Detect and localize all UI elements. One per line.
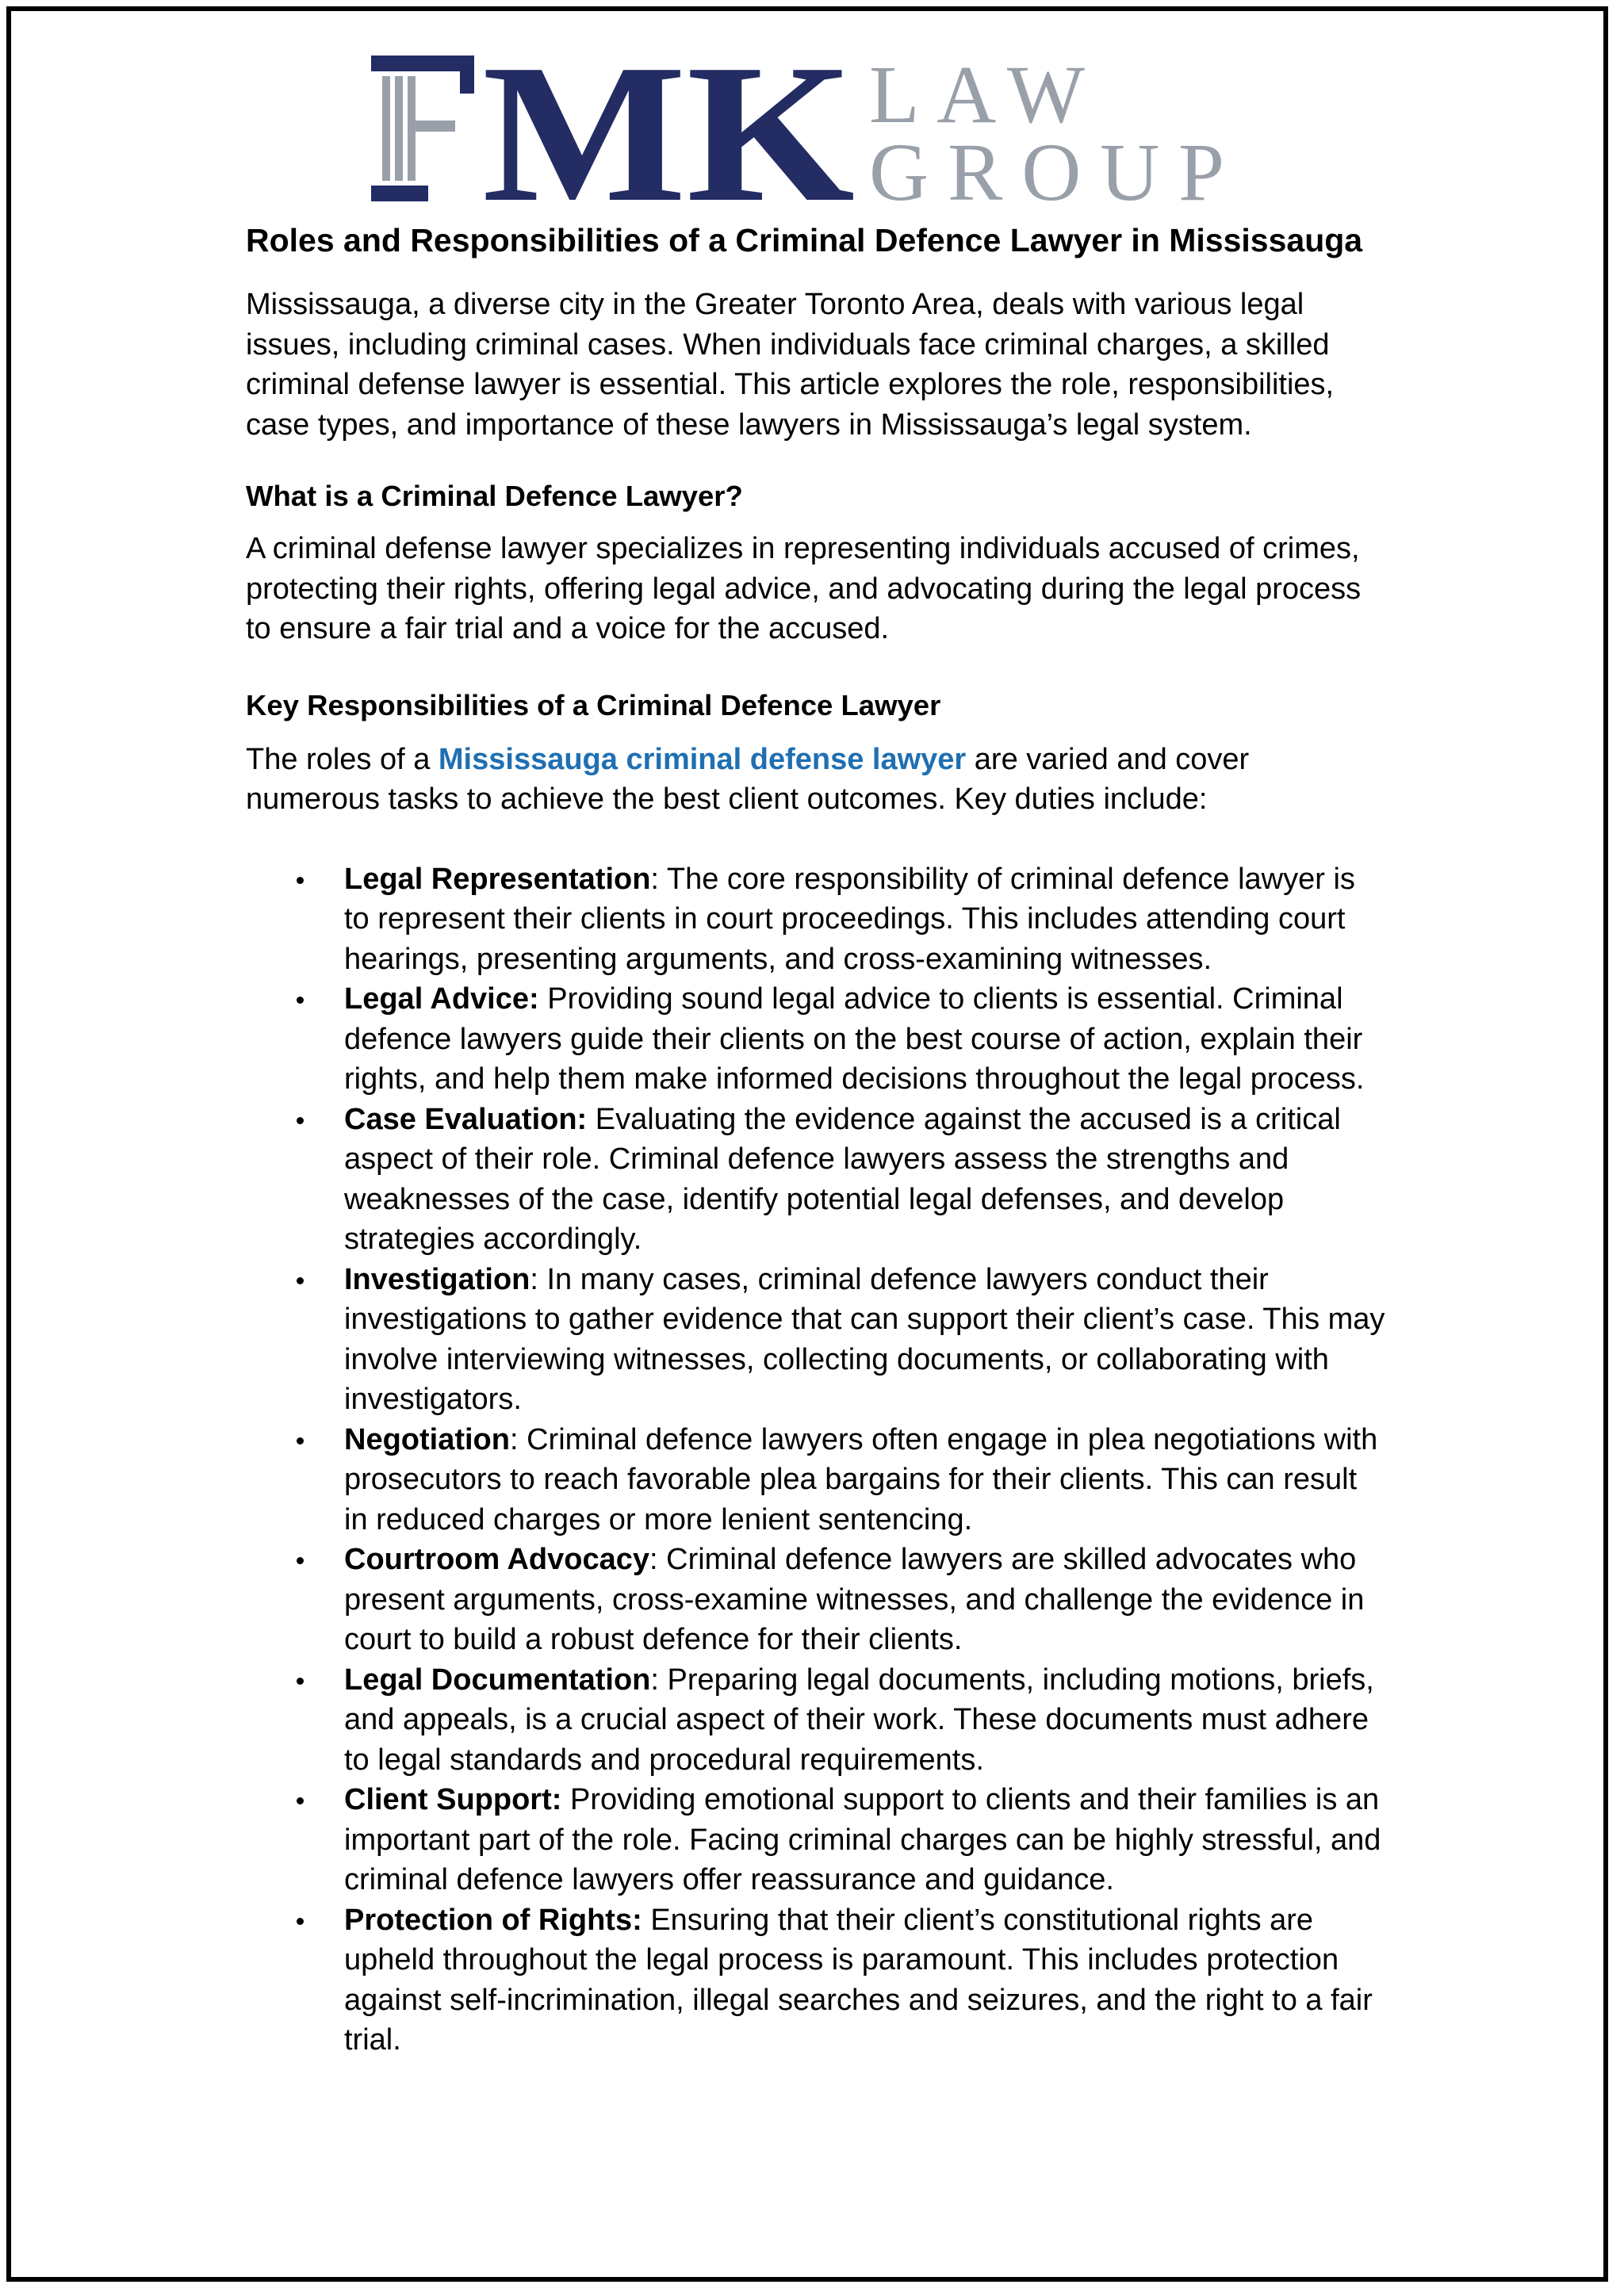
list-item-term: Legal Documentation bbox=[344, 1663, 651, 1697]
list-item bbox=[246, 1780, 1388, 1900]
key-intro-paragraph bbox=[246, 740, 1388, 820]
what-heading: What is a Criminal Defence Lawyer? bbox=[246, 480, 743, 513]
key-intro-before: The roles of a bbox=[246, 742, 439, 776]
list-item-term: Case Evaluation: bbox=[344, 1102, 588, 1136]
bullet-icon bbox=[297, 1918, 304, 1925]
list-item-term: Legal Advice: bbox=[344, 982, 539, 1016]
list-item bbox=[246, 1540, 1388, 1660]
bullet-icon bbox=[297, 1117, 304, 1124]
list-item bbox=[246, 859, 1388, 980]
list-item-text: In many cases, criminal defence lawyers conduct their investigations to gather evidence that can support their client’s case. This may involve interviewing witnesses, collecting documents, or collaborating with investigators. bbox=[344, 1262, 1385, 1417]
list-item-term: Investigation bbox=[344, 1262, 530, 1296]
bullet-icon bbox=[297, 1797, 304, 1804]
list-item-sep bbox=[539, 982, 548, 1016]
bullet-icon bbox=[297, 1678, 304, 1685]
list-item bbox=[246, 1420, 1388, 1540]
list-item-sep: : bbox=[650, 862, 667, 896]
page-title: Roles and Responsibilities of a Criminal Defence Lawyer in Mississauga bbox=[246, 222, 1363, 258]
bullet-icon bbox=[297, 877, 304, 884]
list-item-text: Preparing legal documents, including motions, briefs, and appeals, is a crucial aspect of their work. These documents must adhere to legal standards and procedural requirements. bbox=[344, 1663, 1374, 1777]
responsibilities-list bbox=[246, 859, 1388, 2061]
list-item-sep bbox=[642, 1904, 651, 1937]
list-item bbox=[246, 1260, 1388, 1420]
list-item-sep: : bbox=[530, 1262, 547, 1296]
intro-paragraph: Mississauga, a diverse city in the Greater Toronto Area, deals with various legal issues, including criminal cases. When individuals face criminal charges, a skilled criminal defense lawyer is essential. This article explores the role, responsibilities, case types, and importance of these lawyers in Mississauga’s legal system. bbox=[246, 288, 1335, 442]
list-item bbox=[246, 1100, 1388, 1260]
logo-mk-text: MK bbox=[482, 49, 855, 208]
bullet-icon bbox=[297, 1277, 304, 1284]
list-item-text: The core responsibility of criminal defence lawyer is to represent their clients in court proceedings. This includes attending court hearings, presenting arguments, and cross-examining witnesses. bbox=[344, 862, 1355, 976]
list-item bbox=[246, 1660, 1388, 1781]
list-item bbox=[246, 979, 1388, 1100]
what-paragraph: A criminal defense lawyer specializes in representing individuals accused of crimes, protecting their rights, offering legal advice, and advocating during the legal process to ensure a fair trial and a voice for the accused. bbox=[246, 532, 1362, 646]
fmk-law-group-logo bbox=[371, 49, 1228, 208]
bullet-icon bbox=[297, 1437, 304, 1445]
list-item-sep: : bbox=[649, 1543, 667, 1577]
list-item-text: Criminal defence lawyers are skilled advocates who present arguments, cross-examine witnesses, and challenge the evidence in court to build a robust defence for their clients. bbox=[344, 1543, 1365, 1657]
list-item-sep: : bbox=[650, 1663, 668, 1697]
key-intro-after: are varied and cover numerous tasks to achieve the best client outcomes. Key duties include: bbox=[246, 742, 1250, 817]
list-item-term: Protection of Rights: bbox=[344, 1903, 642, 1937]
logo-law-text: LAW bbox=[869, 49, 1085, 140]
list-item-text: Criminal defence lawyers often engage in plea negotiations with prosecutors to reach favorable plea bargains for their clients. This can result in reduced charges or more lenient sentencing. bbox=[344, 1422, 1378, 1536]
bullet-icon bbox=[297, 997, 304, 1004]
pillar-f-mark bbox=[371, 55, 474, 201]
list-item-text: Providing emotional support to clients and their families is an important part of the role. Facing criminal charges can be highly stressful, and criminal defence lawyers offer reassurance and guidance. bbox=[344, 1783, 1381, 1897]
list-item-text: Evaluating the evidence against the accused is a critical aspect of their role. Criminal defence lawyers assess the strengths and weaknesses of the case, identify potential legal defenses, and develop strategies accordingly. bbox=[344, 1102, 1341, 1257]
list-item-text: Ensuring that their client’s constitutional rights are upheld throughout the legal process is paramount. This includes protection against self-incrimination, illegal searches and seizures, and the right to a fair trial. bbox=[344, 1903, 1373, 2057]
list-item-sep bbox=[587, 1103, 596, 1136]
bullet-icon bbox=[297, 1557, 304, 1564]
list-item-sep: : bbox=[509, 1422, 527, 1456]
mississauga-lawyer-link[interactable]: Mississauga criminal defense lawyer bbox=[438, 742, 967, 776]
key-responsibilities-heading: Key Responsibilities of a Criminal Defence Lawyer bbox=[246, 688, 941, 721]
list-item-text: Providing sound legal advice to clients is essential. Criminal defence lawyers guide their clients on the best course of action, explain their rights, and help them make informed decisions throughout the legal process. bbox=[344, 982, 1365, 1096]
list-item-term: Legal Representation bbox=[344, 862, 651, 896]
article-body bbox=[246, 220, 1388, 2061]
list-item-term: Negotiation bbox=[344, 1422, 510, 1456]
list-item-term: Client Support: bbox=[344, 1783, 562, 1817]
list-item-sep bbox=[561, 1783, 570, 1816]
logo-group-text: GROUP bbox=[869, 127, 1224, 208]
list-item-term: Courtroom Advocacy bbox=[344, 1543, 649, 1577]
list-item bbox=[246, 1900, 1388, 2061]
